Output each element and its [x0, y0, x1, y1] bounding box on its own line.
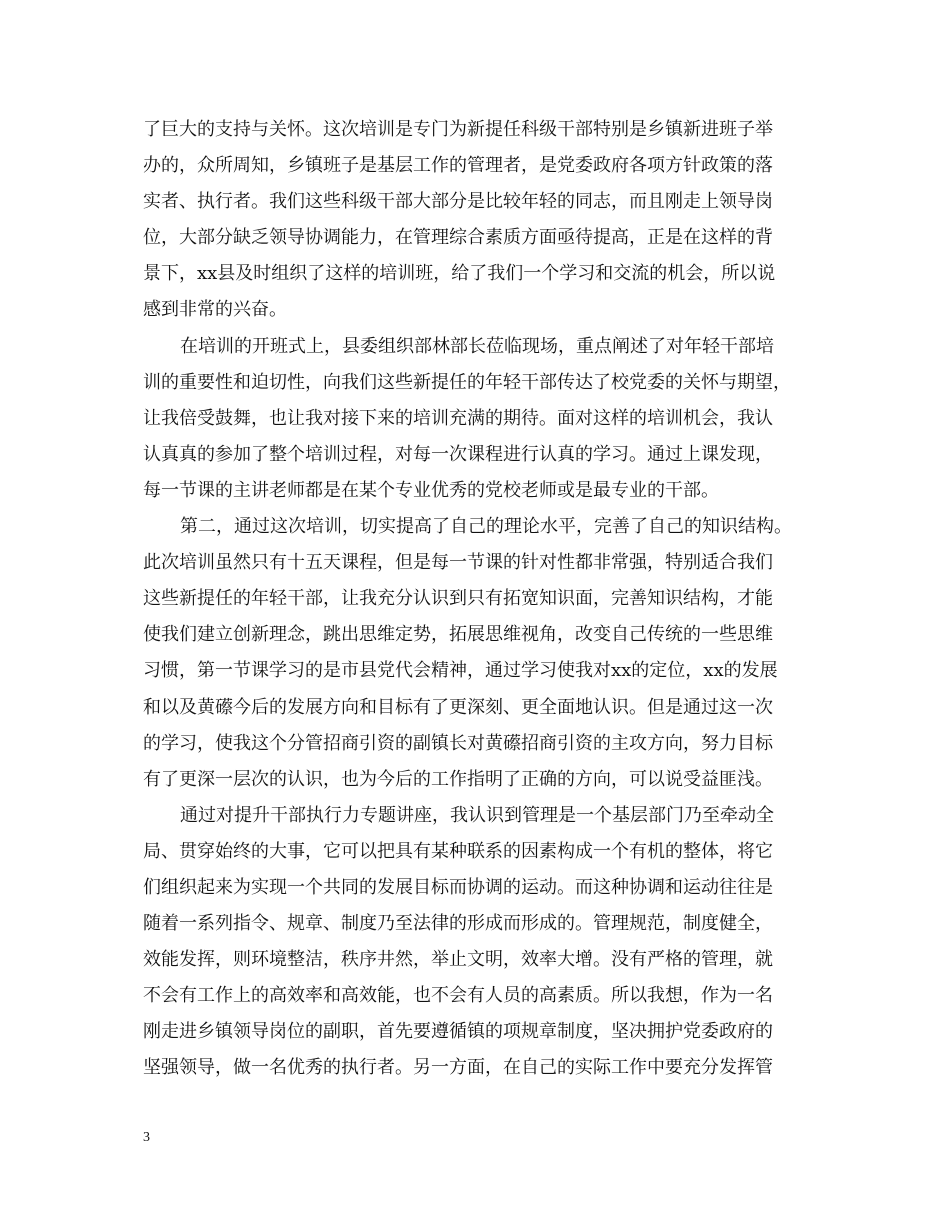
document-body — [143, 112, 813, 1087]
page-number: 3 — [143, 1130, 150, 1145]
text-line: 的学习，使我这个分管招商引资的副镇长对黄礤招商引资的主攻方向，努力目标 — [143, 732, 773, 754]
text-line: 不会有工作上的高效率和高效能，也不会有人员的高素质。所以我想，作为一名 — [143, 985, 773, 1007]
text-line: 此次培训虽然只有十五天课程，但是每一节课的针对性都非常强，特别适合我们 — [143, 552, 773, 574]
paragraph — [143, 112, 813, 329]
text-line: 坚强领导，做一名优秀的执行者。另一方面，在自己的实际工作中要充分发挥管 — [143, 1057, 773, 1079]
text-line: 了巨大的支持与关怀。这次培训是专门为新提任科级干部特别是乡镇新进班子举 — [143, 119, 773, 140]
text-line: 训的重要性和迫切性，向我们这些新提任的年轻干部传达了校党委的关怀与期望， — [143, 371, 791, 393]
text-line: 局、贯穿始终的大事，它可以把具有某种联系的因素构成一个有机的整体，将它 — [143, 840, 773, 862]
text-line: 认真真的参加了整个培训过程，对每一次课程进行认真的学习。通过上课发现， — [143, 443, 773, 465]
text-line: 这些新提任的年轻干部，让我充分认识到只有拓宽知识面，完善知识结构，才能 — [143, 588, 773, 610]
text-line: 在培训的开班式上，县委组织部林部长莅临现场，重点阐述了对年轻干部培 — [180, 335, 774, 357]
text-line: 通过对提升干部执行力专题讲座，我认识到管理是一个基层部门乃至牵动全 — [180, 804, 774, 826]
text-line: 习惯，第一节课学习的是市县党代会精神，通过学习使我对xx的定位，xx的发展 — [143, 660, 778, 682]
paragraph — [143, 329, 813, 509]
paragraph — [143, 798, 813, 1087]
paragraph — [143, 509, 813, 798]
text-line: 让我倍受鼓舞，也让我对接下来的培训充满的期待。面对这样的培训机会，我认 — [143, 407, 773, 429]
text-line: 有了更深一层次的认识，也为今后的工作指明了正确的方向，可以说受益匪浅。 — [143, 768, 773, 790]
text-line: 使我们建立创新理念，跳出思维定势，拓展思维视角，改变自己传统的一些思维 — [143, 624, 773, 646]
text-line: 办的，众所周知，乡镇班子是基层工作的管理者，是党委政府各项方针政策的落 — [143, 155, 773, 177]
text-line: 位，大部分缺乏领导协调能力，在管理综合素质方面亟待提高，正是在这样的背 — [143, 227, 773, 249]
text-line: 刚走进乡镇领导岗位的副职，首先要遵循镇的项规章制度，坚决拥护党委政府的 — [143, 1021, 773, 1043]
text-line: 实者、执行者。我们这些科级干部大部分是比较年轻的同志，而且刚走上领导岗 — [143, 191, 773, 213]
text-line: 第二，通过这次培训，切实提高了自己的理论水平，完善了自己的知识结构。 — [180, 516, 792, 538]
text-line: 景下，xx县及时组织了这样的培训班，给了我们一个学习和交流的机会，所以说 — [143, 263, 776, 285]
text-line: 每一节课的主讲老师都是在某个专业优秀的党校老师或是最专业的干部。 — [143, 479, 719, 501]
text-line: 们组织起来为实现一个共同的发展目标而协调的运动。而这种协调和运动往往是 — [143, 876, 773, 898]
text-line: 效能发挥，则环境整洁，秩序井然，举止文明，效率大增。没有严格的管理，就 — [143, 949, 773, 971]
text-line: 感到非常的兴奋。 — [143, 299, 287, 321]
text-line: 和以及黄礤今后的发展方向和目标有了更深刻、更全面地认识。但是通过这一次 — [143, 696, 773, 718]
text-line: 随着一系列指令、规章、制度乃至法律的形成而形成的。管理规范，制度健全， — [143, 913, 773, 935]
